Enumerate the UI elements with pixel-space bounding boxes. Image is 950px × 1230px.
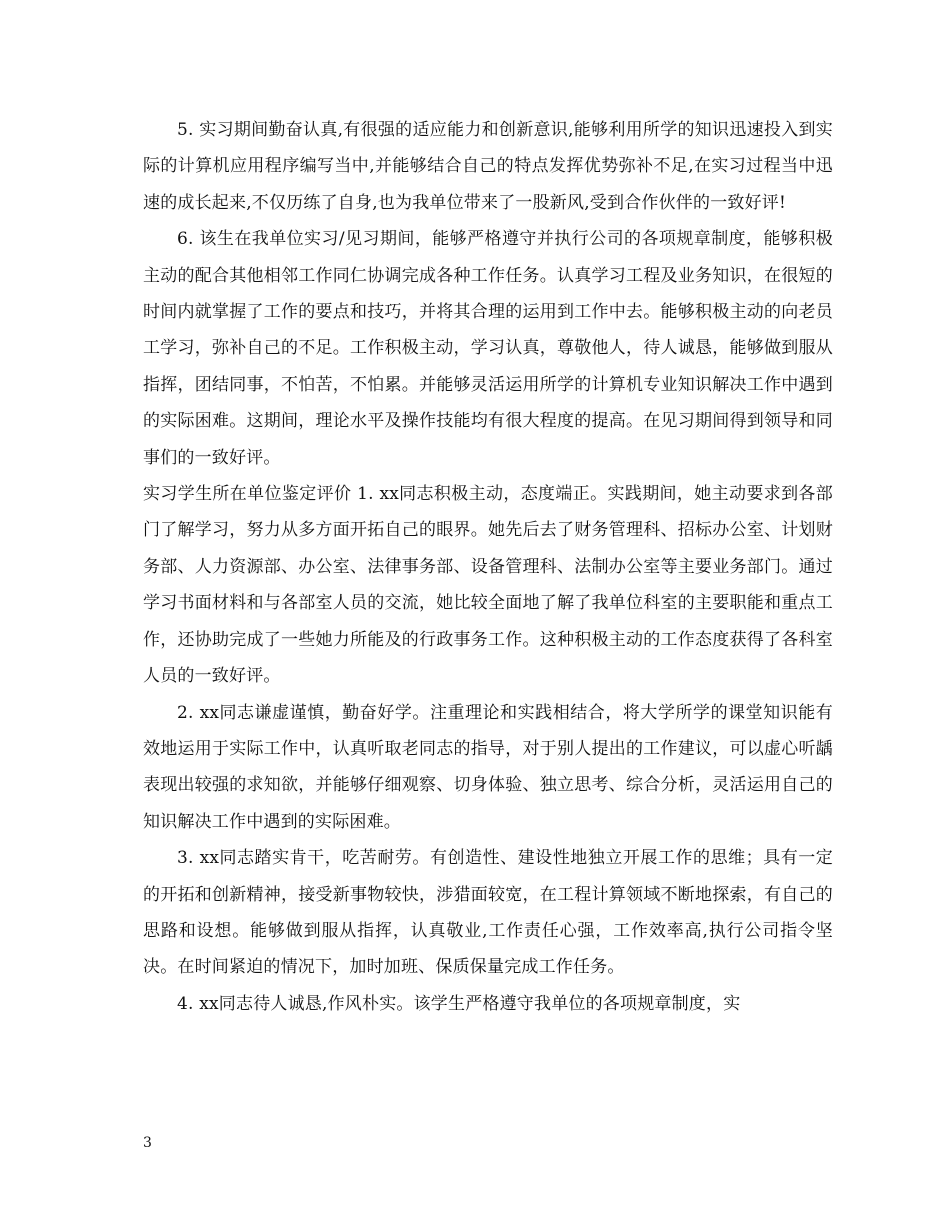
paragraph-evaluation-2: 2. xx同志谦虚谨慎，勤奋好学。注重理论和实践相结合，将大学所学的课堂知识能有效地运用于实际工作中，认真听取老同志的指导，对于别人提出的工作建议，可以虚心听龋表现出较强的求知欲，并能够仔细观察、切身体验、独立思考、综合分析，灵活运用自己的知识解决工作中遇到的实际困难。	[143, 702, 833, 832]
page-number: 3	[143, 1135, 152, 1151]
paragraph-evaluation-3: 3. xx同志踏实肯干，吃苦耐劳。有创造性、建设性地独立开展工作的思维；具有一定的开拓和创新精神，接受新事物较快，涉猎面较宽，在工程计算领域不断地探索，有自己的思路和设想。能够做到服从指挥，认真敬业,工作责任心强，工作效率高,执行公司指令坚决。在时间紧迫的情况下，加时加班、保质保量完成工作任务。	[143, 848, 833, 978]
paragraph-item-5: 5. 实习期间勤奋认真,有很强的适应能力和创新意识,能够利用所学的知识迅速投入到实际的计算机应用程序编写当中,并能够结合自己的特点发挥优势弥补不足,在实习过程当中迅速的成长起来,不仅历练了自身,也为我单位带来了一股新风,受到合作伙伴的一致好评!	[143, 120, 833, 213]
document-body	[143, 112, 833, 1022]
paragraph-item-6: 6. 该生在我单位实习/见习期间，能够严格遵守并执行公司的各项规章制度，能够积极主动的配合其他相邻工作同仁协调完成各种工作任务。认真学习工程及业务知识，在很短的时间内就掌握了工作的要点和技巧，并将其合理的运用到工作中去。能够积极主动的向老员工学习，弥补自己的不足。工作积极主动，学习认真，尊敬他人，待人诚恳，能够做到服从指挥，团结同事，不怕苦，不怕累。并能够灵活运用所学的计算机专业知识解决工作中遇到的实际困难。这期间，理论水平及操作技能均有很大程度的提高。在见习期间得到领导和同事们的一致好评。	[143, 229, 833, 468]
paragraph-evaluation-4: 4. xx同志待人诚恳,作风朴实。该学生严格遵守我单位的各项规章制度，实	[177, 993, 741, 1014]
paragraph-unit-evaluation: 实习学生所在单位鉴定评价 1. xx同志积极主动，态度端正。实践期间，她主动要求到各部门了解学习，努力从多方面开拓自己的眼界。她先后去了财务管理科、招标办公室、计划财务部、人力资源部、办公室、法律事务部、设备管理科、法制办公室等主要业务部门。通过学习书面材料和与各部室人员的交流，她比较全面地了解了我单位科室的主要职能和重点工作，还协助完成了一些她力所能及的行政事务工作。这种积极主动的工作态度获得了各科室人员的一致好评。	[143, 484, 833, 687]
